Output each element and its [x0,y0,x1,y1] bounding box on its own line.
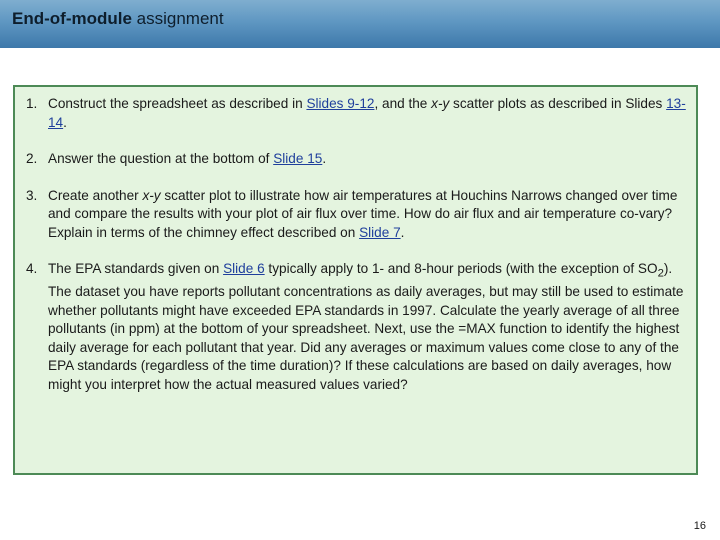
page-number: 16 [693,520,706,532]
link-slides-9-12[interactable]: Slides 9-12 [306,96,375,111]
title-bold: End-of-module [12,9,132,28]
task-number: 3. [26,187,38,203]
task-text: scatter plot to illustrate how air temperatures at Houchins Narrows changed over time and compare the results with your plot of air flux over time. How do air flux and air temperature co-vary? Explain in terms of the chimney effect described on [48,187,678,240]
task-4 [15,260,696,394]
link-slides-13-14[interactable]: 13-14 [48,96,686,130]
task-text: scatter plots as described in Slides [449,96,667,111]
task-number: 1. [26,96,38,111]
task-3 [15,187,696,243]
task-text-italic: x-y [431,96,450,111]
task-number: 4. [26,261,38,276]
task-text: . [400,224,405,240]
task-list [15,95,696,412]
link-slide-6[interactable]: Slide 6 [223,261,265,276]
link-slide-15[interactable]: Slide 15 [273,151,323,166]
task-text: Answer the question at the bottom of [48,151,274,166]
task-text: . [322,151,327,166]
title-rest: assignment [131,9,224,28]
task-text: typically apply to 1- and 8-hour periods (with the exception of SO [264,261,658,276]
link-slide-7[interactable]: Slide 7 [359,224,401,240]
assignment-box [13,85,698,475]
task-text: Create another [48,187,143,203]
task-text: Construct the spreadsheet as described in [48,96,307,111]
task-text-italic: x-y [142,187,161,203]
slide-title [12,9,224,29]
task-text: ). The dataset you have reports pollutant concentrations as daily averages, but may still be used to estimate whether pollutants might have exceeded EPA standards in 1997. Calculate the yearly average of all three pollutants (in ppm) at the bottom of your spreadsheet. Next, use the =MAX function to identify the highest daily average for each pollutant that year. Did any averages or maximum values come close to any of the EPA standards (regardless of the time duration)? If these calculations are based on daily averages, how might you interpret how the actual measured values varied? [48,261,684,392]
task-text: . [63,114,67,130]
task-1 [15,95,696,132]
header-bar [0,0,720,48]
task-2 [15,150,696,169]
task-text: The EPA standards given on [48,261,224,276]
task-number: 2. [26,151,38,166]
task-text: , and the [374,96,432,111]
subscript: 2 [657,267,664,280]
